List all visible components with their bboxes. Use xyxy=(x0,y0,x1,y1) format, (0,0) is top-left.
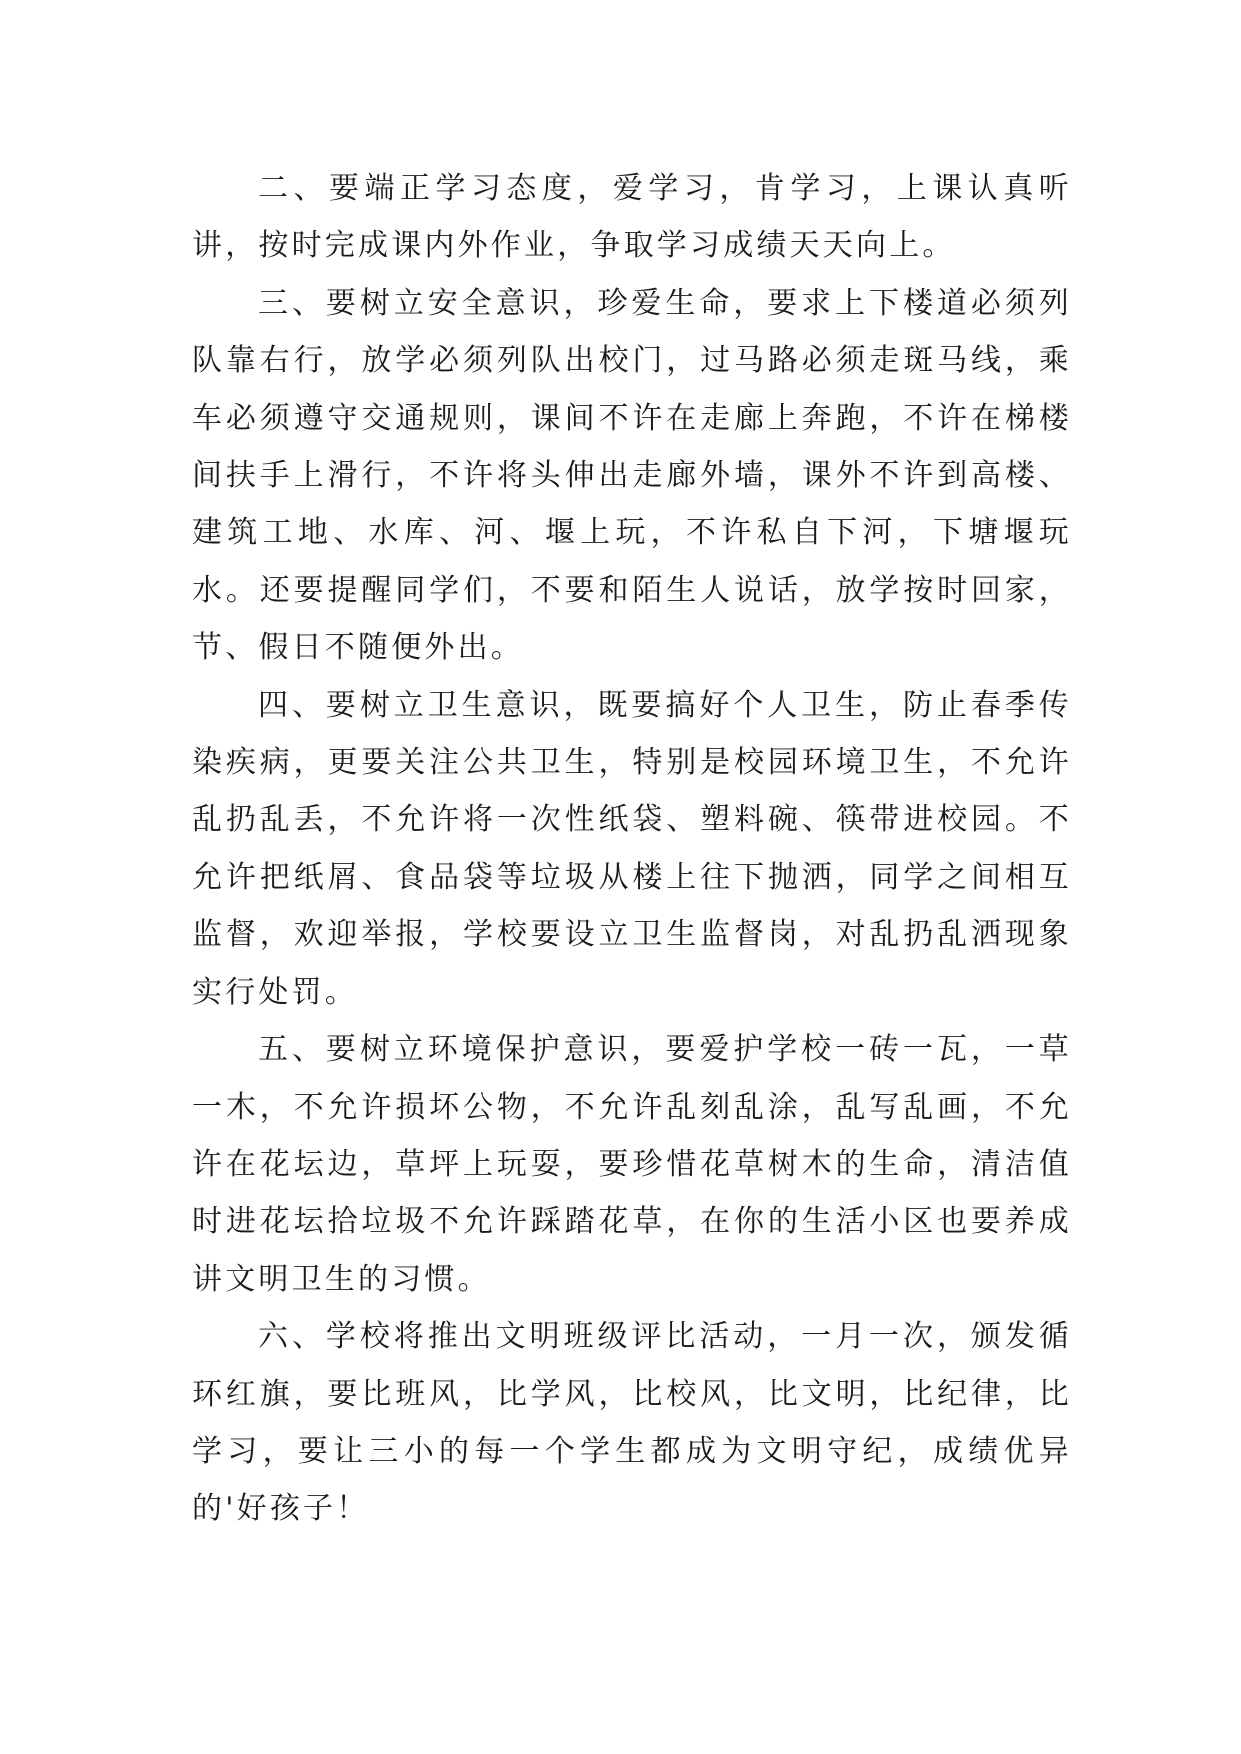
text-line: 允许把纸屑、食品袋等垃圾从楼上往下抛洒，同学之间相互 xyxy=(192,859,1072,895)
document-body xyxy=(192,160,1072,1538)
text-line: 队靠右行，放学必须列队出校门，过马路必须走斑马线，乘 xyxy=(192,343,1072,379)
text-line: 监督，欢迎举报，学校要设立卫生监督岗，对乱扔乱洒现象 xyxy=(192,917,1072,953)
text-line: 许在花坛边，草坪上玩耍，要珍惜花草树木的生命，清洁值 xyxy=(192,1146,1072,1182)
text-line: 四、要树立卫生意识，既要搞好个人卫生，防止春季传 xyxy=(258,687,1072,723)
text-line: 乱扔乱丢，不允许将一次性纸袋、塑料碗、筷带进校园。不 xyxy=(192,802,1072,838)
text-line: 三、要树立安全意识，珍爱生命，要求上下楼道必须列 xyxy=(258,285,1072,321)
text-line: '好孩子！ xyxy=(225,1491,370,1527)
text-line: 二、要端正学习态度，爱学习，肯学习，上课认真听讲， xyxy=(192,171,1072,264)
paragraph-2-attitude xyxy=(192,160,1072,275)
text-line: 时进花坛拾垃圾不允许踩踏花草，在你的生活小区也要养成 xyxy=(192,1204,1072,1240)
text-line: 五、要树立环境保护意识，要爱护学校一砖一瓦，一草 xyxy=(258,1032,1072,1068)
paragraph-5-environment xyxy=(192,1021,1072,1308)
text-line: 按时完成课内外作业，争取学习成绩天天向上。 xyxy=(258,228,956,264)
text-line: 车必须遵守交通规则，课间不许在走廊上奔跑，不许在梯楼 xyxy=(192,400,1072,436)
text-line: 假日不随便外出。 xyxy=(258,630,525,666)
text-line: 建筑工地、水库、河、堰上玩，不许私自下河，下塘堰玩水。 xyxy=(192,515,1072,608)
text-line: 学习，要让三小的每一个学生都成为文明守纪，成绩优异的 xyxy=(192,1433,1072,1527)
text-line: 讲文明卫生的习惯。 xyxy=(192,1261,491,1297)
text-line: 环红旗，要比班风，比学风，比校风，比文明，比纪律，比 xyxy=(192,1376,1072,1412)
paragraph-4-hygiene xyxy=(192,677,1072,1021)
text-line: 实行处罚。 xyxy=(192,974,358,1010)
text-line: 一木，不允许损坏公物，不允许乱刻乱涂，乱写乱画，不允 xyxy=(192,1089,1072,1125)
paragraph-3-safety xyxy=(192,275,1072,677)
paragraph-6-evaluation xyxy=(192,1308,1072,1538)
text-line: 间扶手上滑行，不许将头伸出走廊外墙，课外不许到高楼、 xyxy=(192,458,1072,494)
text-line: 六、学校将推出文明班级评比活动，一月一次，颁发循 xyxy=(258,1319,1072,1355)
text-line: 染疾病，更要关注公共卫生，特别是校园环境卫生，不允许 xyxy=(192,745,1072,781)
text-line: 还要提醒同学们，不要和陌生人说话，放学按时回家，节、 xyxy=(192,572,1072,666)
